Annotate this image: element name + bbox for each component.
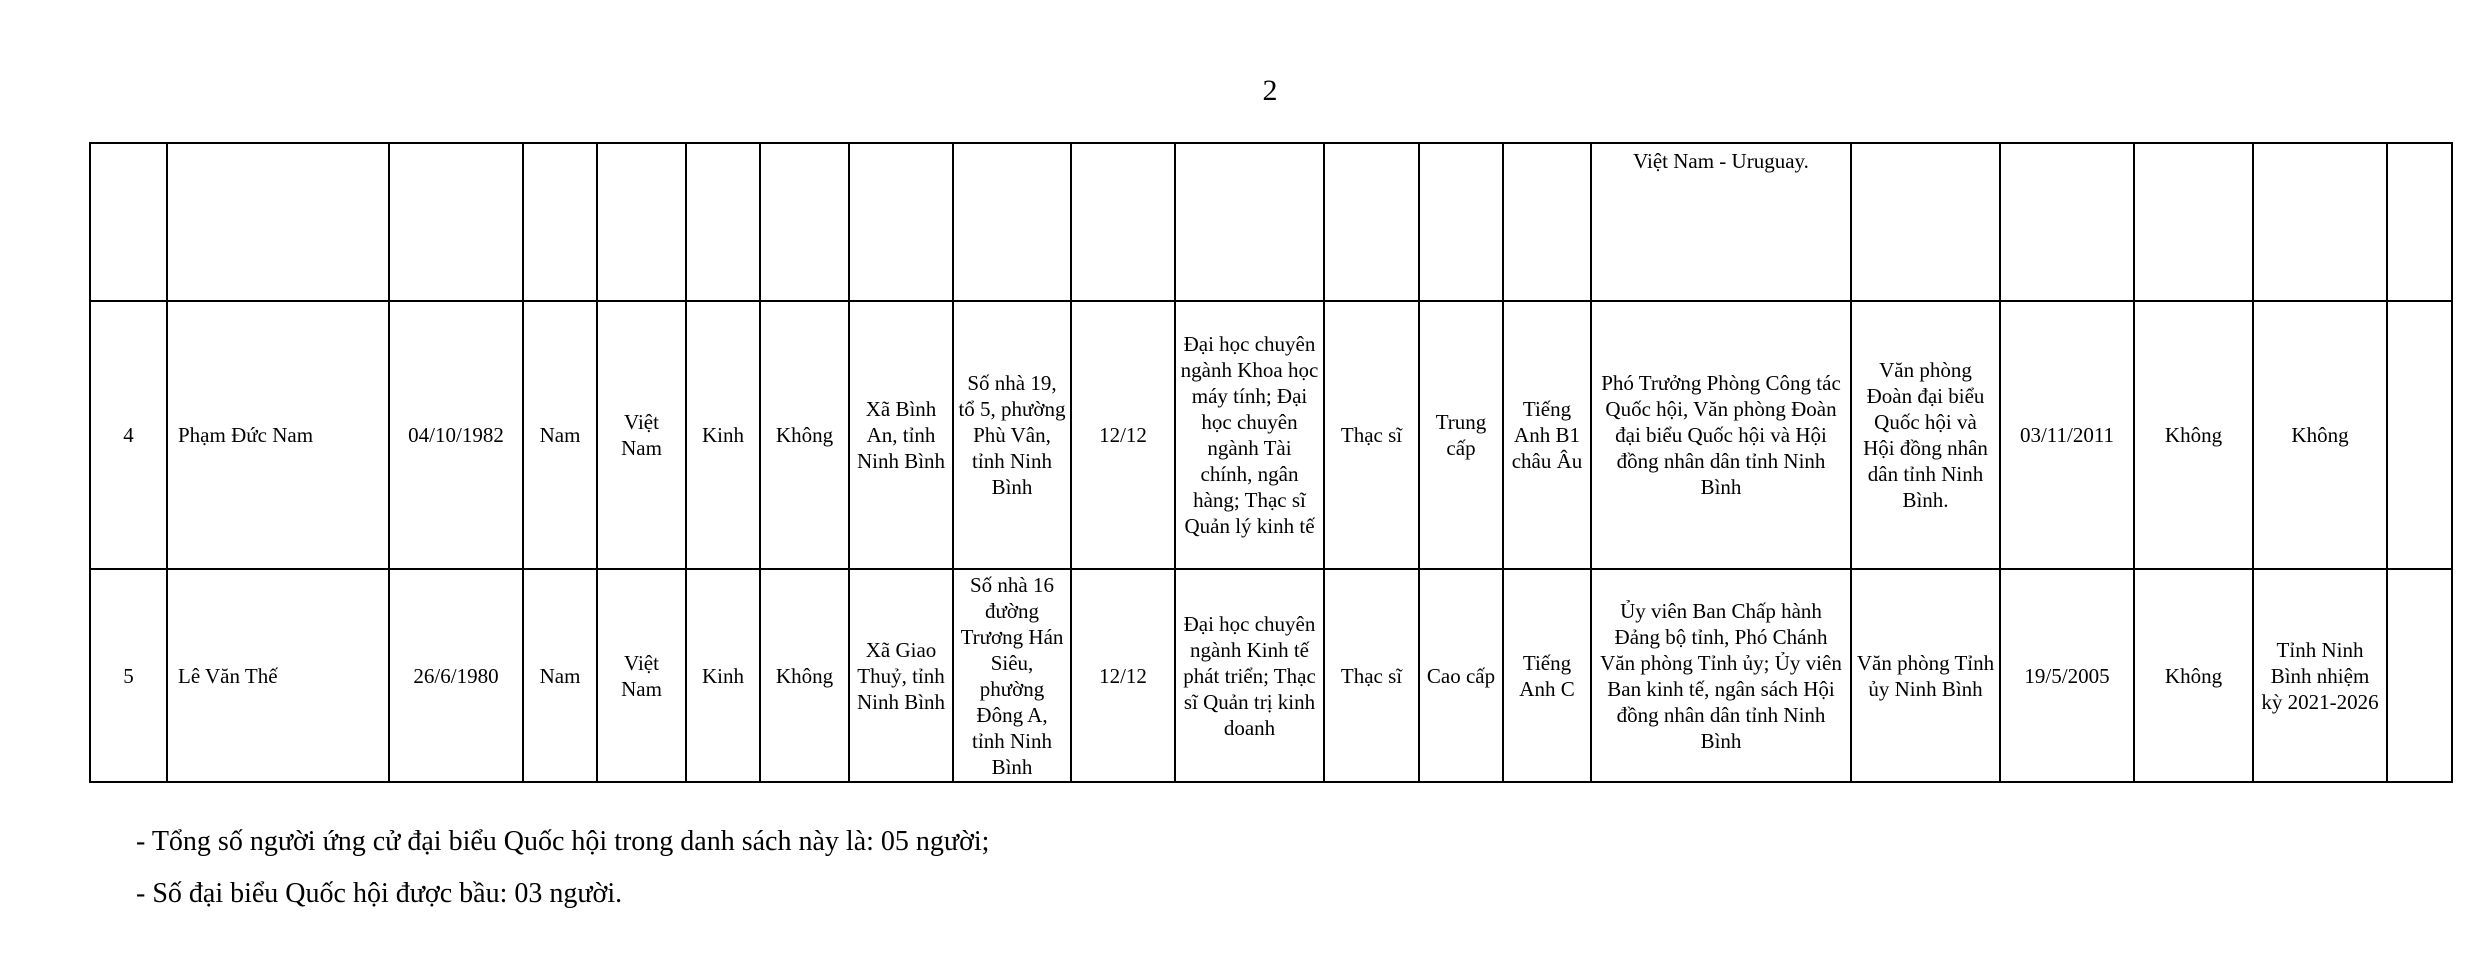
cell-religion: Không [760, 569, 849, 782]
cell-hometown: Xã Bình An, tỉnh Ninh Bình [849, 301, 953, 569]
cell-hometown [849, 143, 953, 301]
cell-academic [1324, 143, 1419, 301]
cell-religion [760, 143, 849, 301]
table-row [90, 569, 2452, 782]
cell-workplace: Văn phòng Tỉnh ủy Ninh Bình [1851, 569, 2000, 782]
cell-pc-delegate [2253, 143, 2387, 301]
cell-foreign-language: Tiếng Anh C [1503, 569, 1591, 782]
cell-extra [2387, 143, 2452, 301]
cell-pc-delegate: Tỉnh Ninh Bình nhiệm kỳ 2021-2026 [2253, 569, 2387, 782]
cell-nationality: Việt Nam [597, 301, 686, 569]
cell-foreign-language: Tiếng Anh B1 châu Âu [1503, 301, 1591, 569]
summary-notes [136, 816, 989, 920]
cell-political-theory: Cao cấp [1419, 569, 1503, 782]
cell-ethnicity: Kinh [686, 569, 760, 782]
cell-workplace [1851, 143, 2000, 301]
cell-stt [90, 143, 167, 301]
cell-extra [2387, 569, 2452, 782]
cell-religion: Không [760, 301, 849, 569]
cell-gender: Nam [523, 301, 597, 569]
cell-residence: Số nhà 16 đường Trương Hán Siêu, phường Đông A, tỉnh Ninh Bình [953, 569, 1071, 782]
cell-residence [953, 143, 1071, 301]
cell-ethnicity [686, 143, 760, 301]
cell-stt: 5 [90, 569, 167, 782]
cell-general-education: 12/12 [1071, 569, 1175, 782]
cell-position: Phó Trưởng Phòng Công tác Quốc hội, Văn phòng Đoàn đại biểu Quốc hội và Hội đồng nhân dân tỉnh Ninh Bình [1591, 301, 1851, 569]
cell-hometown: Xã Giao Thuỷ, tỉnh Ninh Bình [849, 569, 953, 782]
cell-academic: Thạc sĩ [1324, 301, 1419, 569]
cell-dob: 04/10/1982 [389, 301, 523, 569]
cell-general-education: 12/12 [1071, 301, 1175, 569]
cell-foreign-language [1503, 143, 1591, 301]
candidate-table [89, 142, 2453, 783]
cell-nationality: Việt Nam [597, 569, 686, 782]
cell-stt: 4 [90, 301, 167, 569]
cell-nationality [597, 143, 686, 301]
cell-general-education [1071, 143, 1175, 301]
cell-dob [389, 143, 523, 301]
note-elected-count: - Số đại biểu Quốc hội được bầu: 03 người. [136, 878, 623, 909]
cell-na-delegate: Không [2134, 301, 2253, 569]
cell-name [167, 143, 389, 301]
cell-name: Phạm Đức Nam [167, 301, 389, 569]
cell-na-delegate: Không [2134, 569, 2253, 782]
cell-position: Ủy viên Ban Chấp hành Đảng bộ tỉnh, Phó Chánh Văn phòng Tỉnh ủy; Ủy viên Ban kinh tế, ngân sách Hội đồng nhân dân tỉnh Ninh Bình [1591, 569, 1851, 782]
cell-academic: Thạc sĩ [1324, 569, 1419, 782]
cell-party-date: 19/5/2005 [2000, 569, 2134, 782]
cell-professional [1175, 143, 1324, 301]
cell-political-theory: Trung cấp [1419, 301, 1503, 569]
cell-workplace: Văn phòng Đoàn đại biểu Quốc hội và Hội đồng nhân dân tỉnh Ninh Bình. [1851, 301, 2000, 569]
cell-na-delegate [2134, 143, 2253, 301]
cell-professional: Đại học chuyên ngành Kinh tế phát triển; Thạc sĩ Quản trị kinh doanh [1175, 569, 1324, 782]
cell-name: Lê Văn Thế [167, 569, 389, 782]
cell-ethnicity: Kinh [686, 301, 760, 569]
page-number: 2 [1262, 74, 1278, 107]
cell-extra [2387, 301, 2452, 569]
cell-pc-delegate: Không [2253, 301, 2387, 569]
cell-party-date [2000, 143, 2134, 301]
table-row [90, 301, 2452, 569]
cell-party-date: 03/11/2011 [2000, 301, 2134, 569]
cell-gender: Nam [523, 569, 597, 782]
cell-position: Việt Nam - Uruguay. [1591, 143, 1851, 301]
cell-residence: Số nhà 19, tổ 5, phường Phù Vân, tỉnh Ninh Bình [953, 301, 1071, 569]
cell-dob: 26/6/1980 [389, 569, 523, 782]
cell-political-theory [1419, 143, 1503, 301]
cell-gender [523, 143, 597, 301]
note-total-candidates: - Tổng số người ứng cử đại biểu Quốc hội trong danh sách này là: 05 người; [136, 826, 990, 857]
cell-professional: Đại học chuyên ngành Khoa học máy tính; Đại học chuyên ngành Tài chính, ngân hàng; Thạc sĩ Quản lý kinh tế [1175, 301, 1324, 569]
table-row-carryover [90, 143, 2452, 301]
